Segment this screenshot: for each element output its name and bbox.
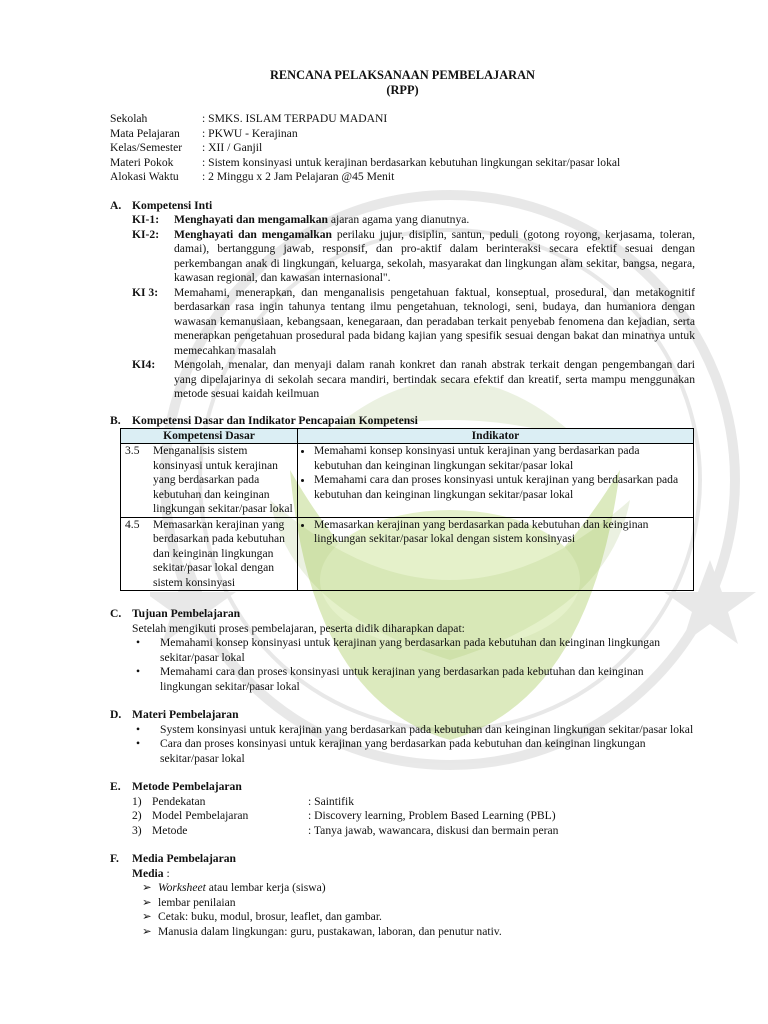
ki-3: KI 3: Memahami, menerapkan, dan menganalisis pengetahuan faktual, konseptual, prosedural, dan metakognitif berdasarkan rasa ingin tahunya tentang ilmu pengetahuan, teknologi, seni, budaya, dan humaniora dengan wawasan kemanusiaan, kebangsaan, kenegaraan, dan peradaban terkait penyebab fenomena dan kejadian, serta menerapkan pengetahuan prosedural pada bidang kajian yang spesifik sesuai dengan bakat dan minatnya untuk memecahkan masalah <box>132 285 695 357</box>
identity-block <box>110 112 695 185</box>
arrow-bullet-icon: ➢ <box>142 881 152 894</box>
info-row: Materi Pokok : Sistem konsinyasi untuk kerajinan berdasarkan kebutuhan lingkungan sekitar/pasar lokal <box>110 155 621 169</box>
list-item: • Cara dan proses konsinyasi untuk kerajinan yang berdasarkan pada kebutuhan dan keinginan lingkungan sekitar/pasar lokal <box>136 737 646 765</box>
table-header-row <box>121 429 694 444</box>
section-c-intro: Setelah mengikuti proses pembelajaran, peserta didik diharapkan dapat: <box>132 621 465 635</box>
material-list <box>110 723 695 767</box>
section-e-heading: E. Metode Pembelajaran <box>110 780 242 793</box>
method-row: 2) Model Pembelajaran : Discovery learning, Problem Based Learning (PBL) <box>132 809 556 822</box>
list-item: ➢ Cetak: buku, modul, brosur, leaflet, dan gambar. <box>142 910 382 923</box>
list-item: ➢ Manusia dalam lingkungan: guru, pustakawan, laboran, dan penutur nativ. <box>142 924 502 938</box>
document-title: RENCANA PELAKSANAAN PEMBELAJARAN <box>269 68 536 82</box>
list-item: • Memahami konsep konsinyasi untuk kerajinan yang berdasarkan pada kebutuhan dan keinginan lingkungan sekitar/pasar lokal <box>314 444 689 473</box>
ki-2: KI-2: Menghayati dan mengamalkan perilaku jujur, disiplin, santun, peduli (gotong royong, kerjasama, toleran, damai), bertanggung jawab, responsif, dan pro-aktif dalam berinteraksi secara efektif sesuai dengan perkembangan anak di lingkungan, keluarga, sekolah, masyarakat dan lingkungan alam sekitar, bangsa, negara, kawasan regional, dan kawasan internasional". <box>132 227 695 284</box>
document-page <box>110 68 695 939</box>
list-item: • Memahami cara dan proses konsinyasi untuk kerajinan yang berdasarkan pada kebutuhan dan keinginan lingkungan sekitar/pasar lokal <box>314 473 689 502</box>
indicator-list <box>302 444 689 502</box>
section-d-heading: D. Materi Pembelajaran <box>110 708 239 721</box>
info-row: Alokasi Waktu : 2 Minggu x 2 Jam Pelajaran @45 Menit <box>110 170 395 183</box>
list-item: ➢ Worksheet atau lembar kerja (siswa) <box>142 881 326 894</box>
table-row: 4.5 Memasarkan kerajinan yang berdasarkan pada kebutuhan dan keinginan lingkungan sekitar/pasar lokal dengan sistem konsinyasi • Memasarkan kerajinan yang berdasarkan pada kebutuhan dan keinginan lingkungan sekitar/pasar lokal dengan sistem konsinyasi <box>121 517 694 591</box>
objective-list <box>110 636 695 694</box>
ki-4: KI4: Mengolah, menalar, dan menyaji dalam ranah konkret dan ranah abstrak terkait dengan pengembangan dari yang dipelajarinya di sekolah secara mandiri, bertindak secara efektif dan kreatif, serta mampu menggunakan metode sesuai kaidah keilmuan <box>132 358 695 400</box>
document-subtitle: (RPP) <box>386 83 419 97</box>
arrow-bullet-icon: ➢ <box>142 924 152 938</box>
section-f-heading: F. Media Pembelajaran <box>110 852 236 865</box>
method-row: 3) Metode : Tanya jawab, wawancara, diskusi dan bermain peran <box>132 823 559 837</box>
media-list <box>142 881 695 939</box>
competency-table <box>120 428 694 591</box>
section-b-heading: B. Kompetensi Dasar dan Indikator Pencapaian Kompetensi <box>110 413 418 427</box>
section-c-heading: C. Tujuan Pembelajaran <box>110 607 241 620</box>
list-item: • Memasarkan kerajinan yang berdasarkan pada kebutuhan dan keinginan lingkungan sekitar/pasar lokal dengan sistem konsinyasi <box>314 518 689 547</box>
column-header-kd: Kompetensi Dasar <box>121 429 298 444</box>
column-header-indikator: Indikator <box>298 429 694 444</box>
arrow-bullet-icon: ➢ <box>142 910 152 923</box>
list-item: ➢ lembar penilaian <box>142 895 236 909</box>
indicator-list <box>302 518 689 547</box>
method-row: 1) Pendekatan : Saintifik <box>132 794 355 808</box>
ki-1: KI-1: Menghayati dan mengamalkan ajaran agama yang dianutnya. <box>132 213 470 226</box>
info-row: Kelas/Semester : XII / Ganjil <box>110 141 263 154</box>
list-item: • Memahami konsep konsinyasi untuk kerajinan yang berdasarkan pada kebutuhan dan keinginan lingkungan sekitar/pasar lokal <box>136 636 661 664</box>
list-item: • Memahami cara dan proses konsinyasi untuk kerajinan yang berdasarkan pada kebutuhan dan keinginan lingkungan sekitar/pasar lokal <box>136 665 644 693</box>
arrow-bullet-icon: ➢ <box>142 895 152 909</box>
section-a-heading: A. Kompetensi Inti <box>110 198 213 212</box>
table-row: 3.5 Menganalisis sistem konsinyasi untuk kerajinan yang berdasarkan pada kebutuhan dan keinginan lingkungan sekitar/pasar lokal • Memahami konsep konsinyasi untuk kerajinan yang berdasarkan pada kebutuhan dan keinginan lingkungan sekitar/pasar lokal • Memahami cara dan proses konsinyasi untuk kerajinan yang berdasarkan pada kebutuhan dan keinginan lingkungan sekitar/pasar lokal <box>121 444 694 518</box>
list-item: • System konsinyasi untuk kerajinan yang berdasarkan pada kebutuhan dan keinginan lingkungan sekitar/pasar lokal <box>136 722 694 736</box>
media-label: Media : <box>132 866 170 880</box>
info-row: Sekolah : SMKS. ISLAM TERPADU MADANI <box>110 112 388 125</box>
info-row: Mata Pelajaran : PKWU - Kerajinan <box>110 126 298 140</box>
